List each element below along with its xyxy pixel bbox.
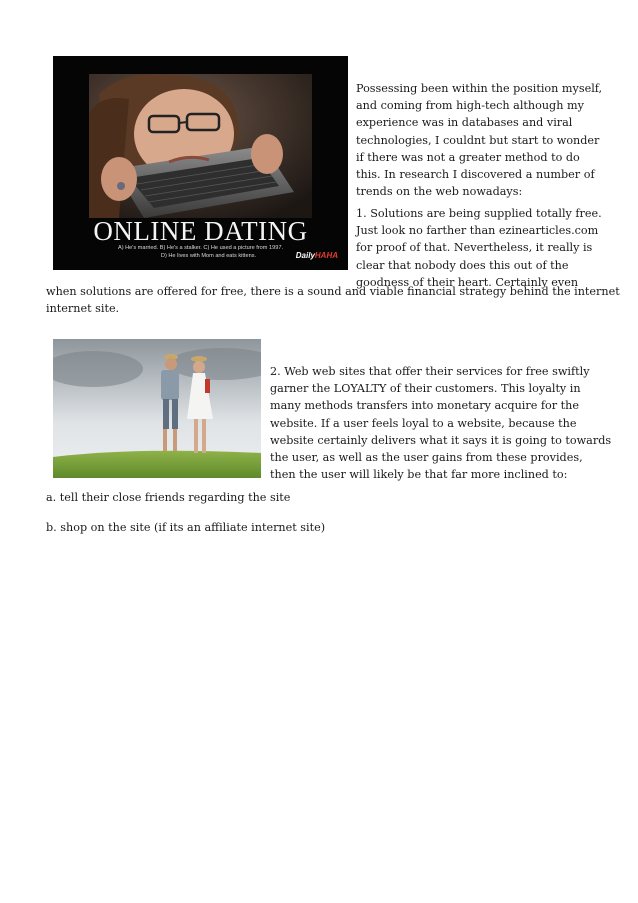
couple-photo-image (53, 339, 261, 478)
text-line: website certainly delivers what it says it is going to towards (270, 433, 612, 447)
text-line: 1. Solutions are being supplied totally free. (356, 207, 602, 220)
poster-caption-line-2: D) He lives with Mom and eats kittens. (160, 253, 257, 259)
text-line: if there was not a greater method to do (356, 150, 580, 164)
text-line: Just look no farther than ezinearticles.com (356, 224, 599, 238)
daily-haha-logo (296, 251, 338, 260)
couple-in-field-illustration (53, 339, 261, 478)
logo-haha-text: HAHA (314, 251, 338, 260)
text-line: technologies, I couldnt but start to wonder (356, 133, 600, 147)
text-line: 2. Web web sites that offer their services for free swiftly (270, 365, 590, 378)
text-line: goodness of their heart. Certainly even (356, 275, 579, 289)
text-line: experience was in databases and viral (356, 116, 573, 130)
list-item-b (46, 519, 325, 536)
text-line: when solutions are offered for free, there is a sound and viable financial strategy behind the internet (46, 285, 620, 298)
list-item-text: b. shop on the site (if its an affiliate internet site) (46, 521, 326, 534)
text-line: internet site. (46, 302, 120, 316)
poster-title: ONLINE DATING (93, 216, 308, 246)
text-line: garner the LOYALTY of their customers. This loyalty in (270, 382, 581, 396)
text-line: trends on the web nowadays: (356, 185, 523, 199)
intro-paragraph (356, 80, 602, 200)
poster-photo (89, 74, 312, 218)
point-2-paragraph (270, 363, 611, 483)
woman-biting-laptop-illustration (89, 74, 312, 218)
point-1-paragraph-continued (46, 283, 620, 317)
text-line: for proof of that. Nevertheless, it really is (356, 241, 593, 255)
text-line: website. If a user feels loyal to a website, because the (270, 416, 577, 430)
poster-caption-line-1: A) He's married. B) He's a stalker. C) He used a picture from 1997. (117, 245, 284, 251)
point-1-paragraph (356, 205, 602, 291)
text-line: and coming from high-tech although my (356, 99, 584, 113)
text-line: Possessing been within the position myself, (356, 82, 603, 95)
text-line: clear that nobody does this out of the (356, 258, 569, 272)
list-item-text: a. tell their close friends regarding the site (46, 491, 291, 504)
text-line: this. In research I discovered a number of (356, 168, 595, 182)
text-line: many methods transfers into monetary acquire for the (270, 399, 579, 413)
text-line: then the user will likely be that far more inclined to: (270, 468, 568, 482)
logo-daily-text: Daily (295, 251, 315, 260)
list-item-a (46, 489, 290, 506)
text-line: the user, as well as the user gains from these provides, (270, 451, 583, 465)
online-dating-poster-image (53, 56, 348, 270)
